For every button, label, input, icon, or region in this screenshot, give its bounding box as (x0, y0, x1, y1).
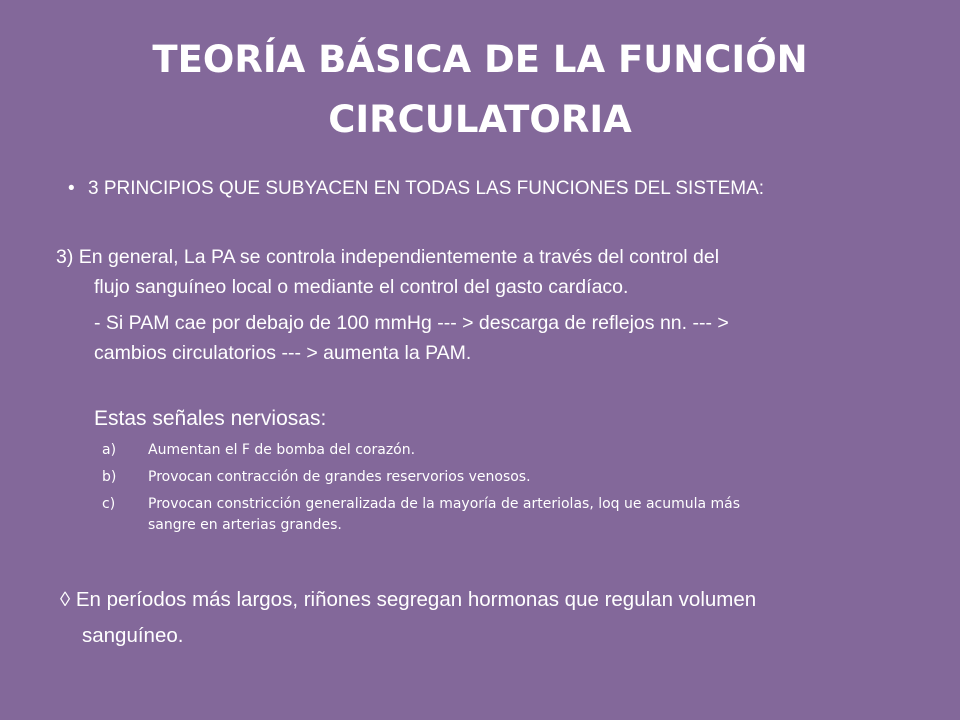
slide-title (40, 30, 920, 150)
principle-3-paragraph (56, 242, 916, 302)
signals-list (102, 440, 882, 542)
list-item (102, 494, 882, 536)
principle-3-line-1: 3) En general, La PA se controla independientemente a través del control del (56, 246, 720, 268)
hormones-line-1: ◊ En períodos más largos, riñones segregan hormonas que regulan volumen (60, 588, 757, 611)
list-marker: a) (102, 442, 117, 458)
title-line-1: TEORÍA BÁSICA DE LA FUNCIÓN (152, 38, 808, 81)
list-marker: c) (102, 496, 116, 512)
signals-heading: Estas señales nerviosas: (94, 407, 327, 430)
hormones-paragraph (60, 582, 920, 654)
list-item-text: Aumentan el F de bomba del corazón. (148, 442, 416, 458)
hormones-line-2: sanguíneo. (82, 624, 184, 647)
bullet-marker: • (68, 178, 75, 199)
list-item-text-continued: sangre en arterias grandes. (148, 517, 342, 533)
list-marker: b) (102, 469, 117, 485)
pam-reflex-line-2: cambios circulatorios --- > aumenta la PAM. (94, 342, 472, 364)
pam-reflex-paragraph (94, 308, 914, 368)
pam-reflex-line-1: - Si PAM cae por debajo de 100 mmHg --- > descarga de reflejos nn. --- > (94, 312, 729, 334)
bullet-principles-heading: 3 PRINCIPIOS QUE SUBYACEN EN TODAS LAS FUNCIONES DEL SISTEMA: (88, 178, 765, 199)
list-item (102, 467, 882, 488)
list-item (102, 440, 882, 461)
principle-3-line-2: flujo sanguíneo local o mediante el control del gasto cardíaco. (94, 276, 629, 298)
title-line-2: CIRCULATORIA (328, 98, 632, 141)
list-item-text: Provocan constricción generalizada de la mayoría de arteriolas, loq ue acumula más (148, 496, 741, 512)
list-item-text: Provocan contracción de grandes reservorios venosos. (148, 469, 531, 485)
